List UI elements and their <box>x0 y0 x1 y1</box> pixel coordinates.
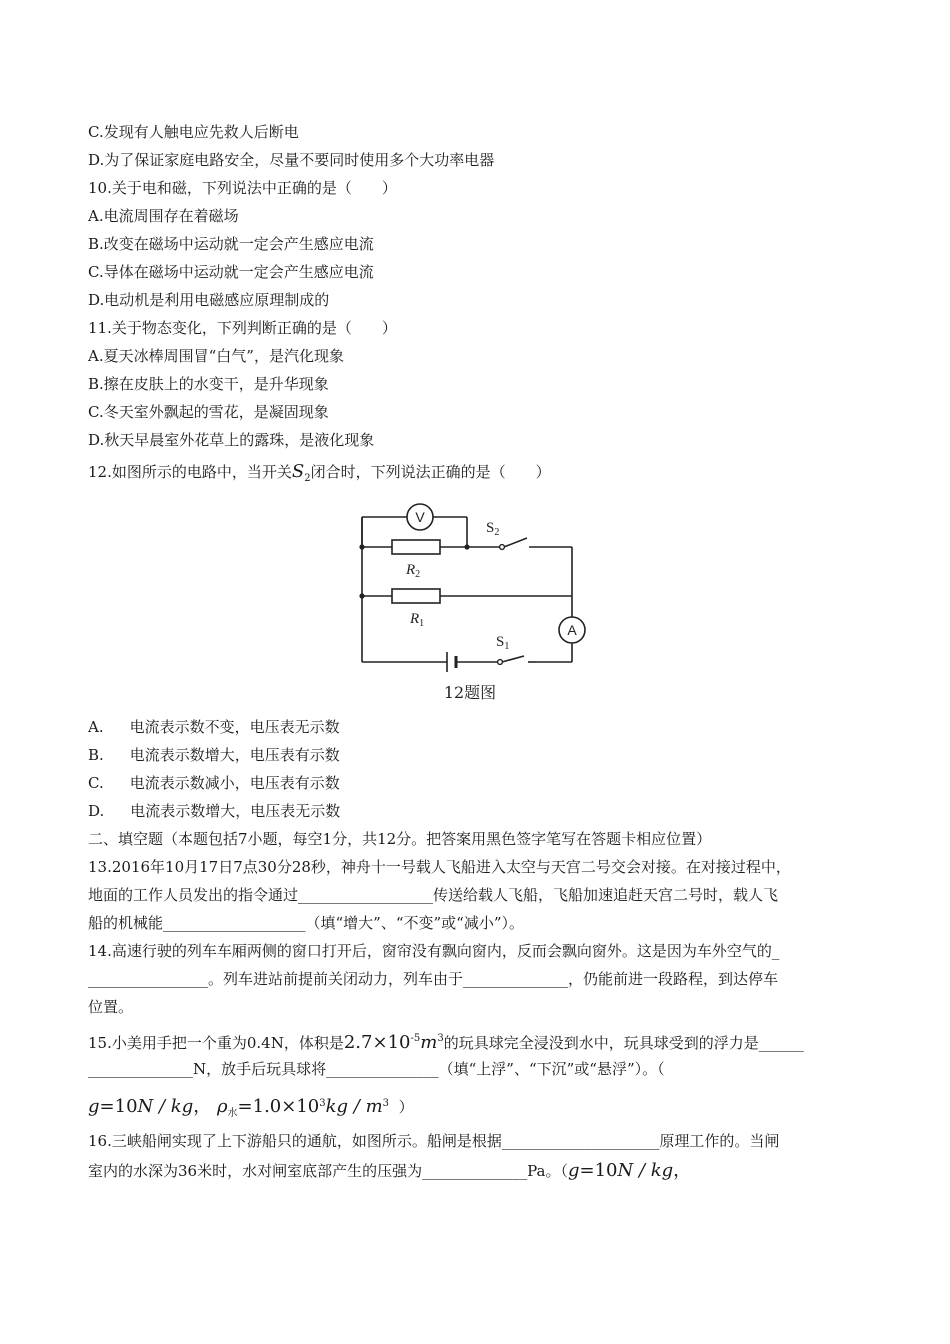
q10-option-d: D.电动机是利用电磁感应原理制成的 <box>88 291 330 309</box>
q15-line-1: 15.小美用手把一个重为0.4N，体积是$2.7\times 10^{-5}m^3$的玩具球完全浸没到水中，玩具球受到的浮力是______ <box>88 1032 804 1053</box>
figure-caption: 12题图 <box>443 683 497 702</box>
q11-option-c: C.冬天室外飘起的雪花，是凝固现象 <box>88 403 329 421</box>
q10-option-b: B.改变在磁场中运动就一定会产生感应电流 <box>88 235 374 253</box>
q10-option-a: A.电流周围存在着磁场 <box>88 207 239 225</box>
s1-label: $S_1$ <box>496 634 510 652</box>
q13-line-1: 13.2016年10月17日7点30分28秒，神舟十一号载人飞船进入太空与天宫二号交会对接。在对接过程中， <box>88 858 791 876</box>
q12-switch-symbol: S <box>291 461 305 482</box>
q12-option-b: B. 电流表示数增大，电压表有示数 <box>88 746 340 764</box>
q11-option-d: D.秋天早晨室外花草上的露珠，是液化现象 <box>88 431 375 449</box>
r2-label: $R_2$ <box>406 562 421 580</box>
q11-option-a: A.夏天冰棒周围冒“白气”，是汽化现象 <box>88 347 344 365</box>
q12-stem-before: 12.如图所示的电路中，当开关 <box>88 463 292 481</box>
q12-circuit-diagram <box>352 492 592 712</box>
q13-line-2: 地面的工作人员发出的指令通过__________________传送给载人飞船，飞船加速追赶天宫二号时，载人飞 <box>88 886 779 904</box>
q15-line-2: ______________N，放手后玩具球将_______________（填“上浮”、“下沉”或“悬浮”）。（ <box>88 1060 665 1078</box>
q16-line-2: 室内的水深为36米时，水对闸室底部产生的压强为______________Pa。（g=10N / kg， <box>88 1160 692 1181</box>
q14-line-1: 14.高速行驶的列车车厢两侧的窗口打开后，窗帘没有飘向窗内，反而会飘向窗外。这是因为车外空气的_ <box>88 942 780 960</box>
voltmeter-label: V <box>415 509 425 525</box>
s2-label: $S_2$ <box>486 520 500 538</box>
q12-option-a: A. 电流表示数不变，电压表无示数 <box>88 718 340 736</box>
q14-line-2: ________________。列车进站前提前关闭动力，列车由于______________，仍能前进一段路程，到达停车 <box>88 970 779 988</box>
section-heading: 二、填空题（本题包括7小题，每空1分，共12分。把答案用黑色签字笔写在答题卡相应位置） <box>88 830 712 848</box>
ammeter-label: A <box>567 622 577 638</box>
q14-line-3: 位置。 <box>88 998 134 1016</box>
q9-option-d: D.为了保证家庭电路安全，尽量不要同时使用多个大功率电器 <box>88 151 495 169</box>
q10-stem: 10.关于电和磁，下列说法中正确的是（ ） <box>88 179 397 197</box>
q15-volume: $2.7\times 10^{-5}m^3$ <box>343 1032 444 1053</box>
q16-line-1: 16.三峡船闸实现了上下游船只的通航，如图所示。船闸是根据_____________________原理工作的。当闸 <box>88 1132 780 1150</box>
q11-option-b: B.擦在皮肤上的水变干，是升华现象 <box>88 375 329 393</box>
q12-option-c: C. 电流表示数减小，电压表有示数 <box>88 774 340 792</box>
q12-switch-sub: 2 <box>304 473 311 484</box>
q9-option-c: C.发现有人触电应先救人后断电 <box>88 123 299 141</box>
q12-stem-after: 闭合时，下列说法正确的是（ ） <box>310 463 551 481</box>
q12-stem <box>88 462 551 489</box>
q11-stem: 11.关于物态变化，下列判断正确的是（ ） <box>88 319 397 337</box>
r1-label: $R_1$ <box>410 611 425 629</box>
q12-option-d: D. 电流表示数增大，电压表无示数 <box>88 802 341 820</box>
q15-line-3: g=10N / kg， $\rho_水=1.0\times 10^3kg / m^3$ ） <box>88 1096 414 1119</box>
q13-line-3: 船的机械能___________________（填“增大”、“不变”或“减小”）。 <box>88 914 525 932</box>
q10-option-c: C.导体在磁场中运动就一定会产生感应电流 <box>88 263 374 281</box>
